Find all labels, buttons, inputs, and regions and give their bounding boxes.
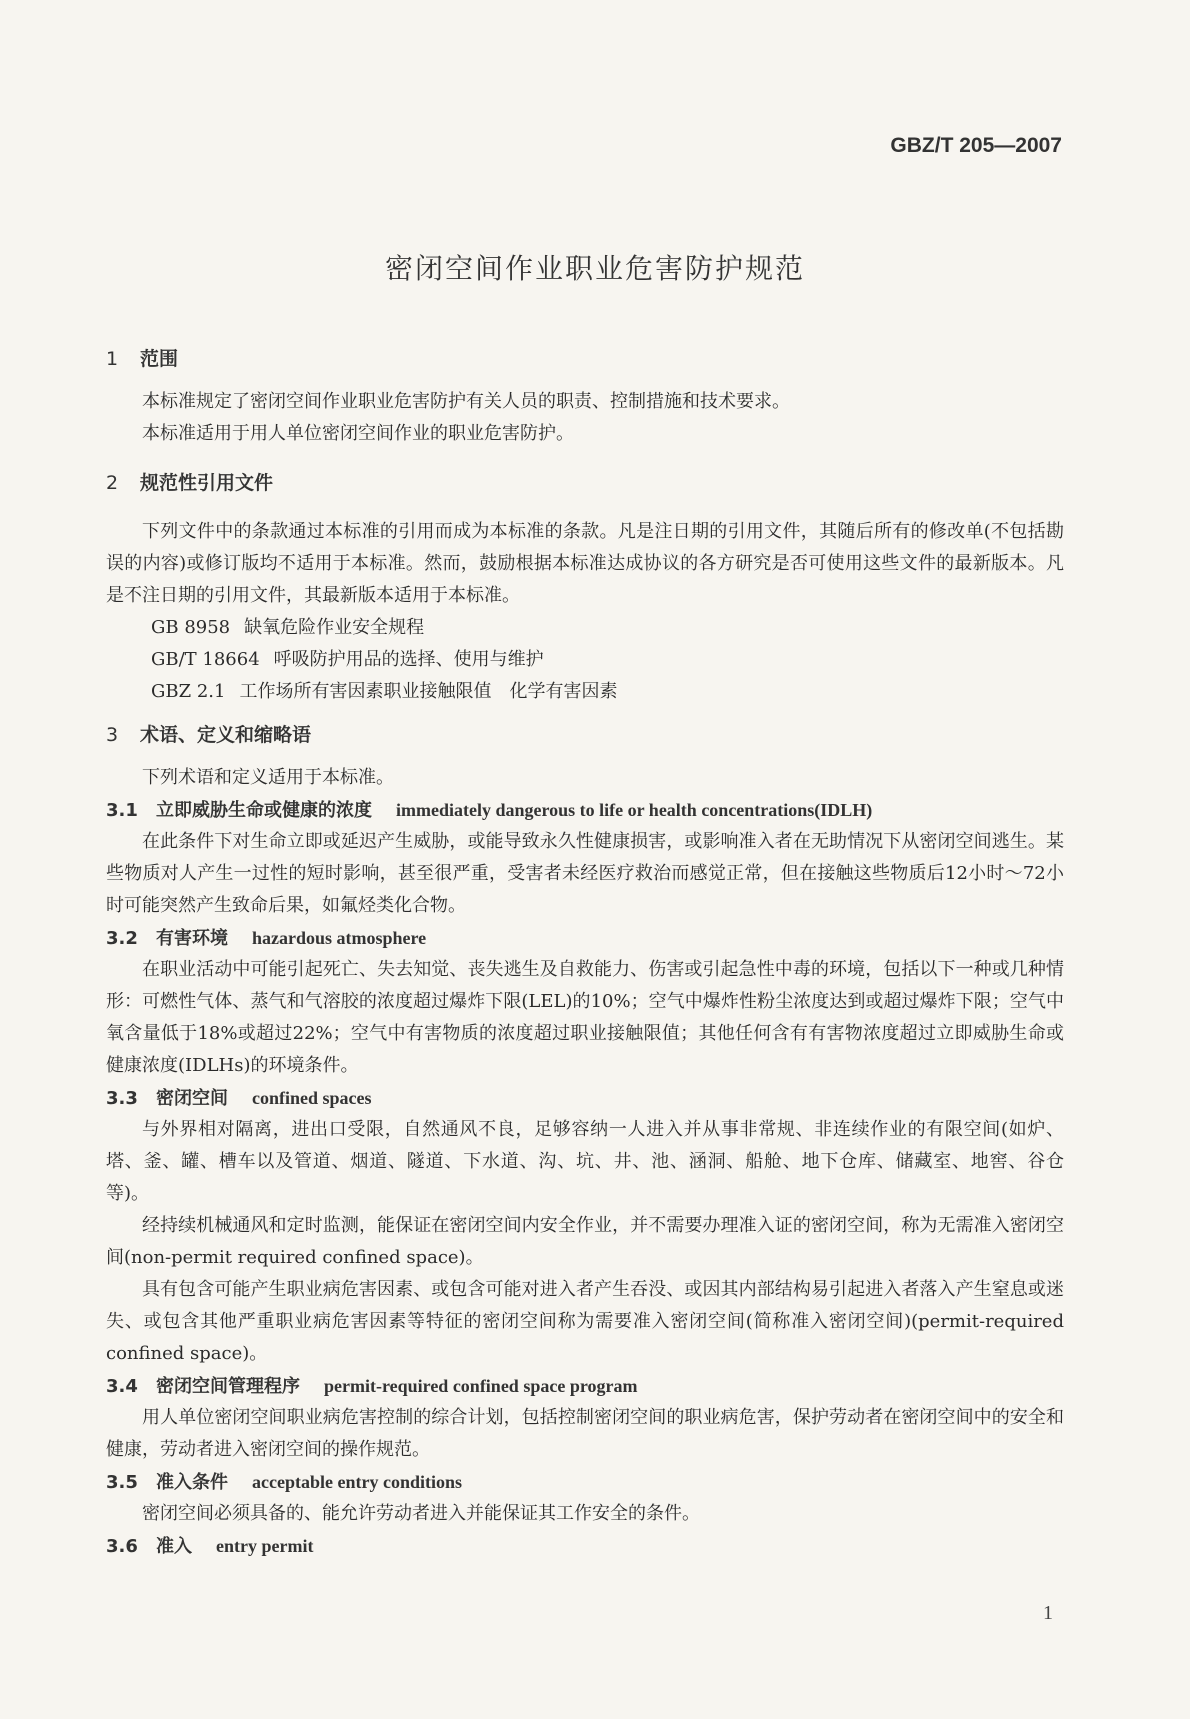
- term-number: 3.1: [106, 800, 138, 821]
- term-heading-3-2: [106, 922, 1064, 954]
- term-number: 3.4: [106, 1376, 138, 1397]
- term-heading-3-3: [106, 1082, 1064, 1114]
- reference-code: GB 8958: [151, 617, 231, 638]
- term-definition: 在职业活动中可能引起死亡、失去知觉、丧失逃生及自救能力、伤害或引起急性中毒的环境，包括以下一种或几种情形：可燃性气体、蒸气和气溶胶的浓度超过爆炸下限(LEL)的10%；空气中爆炸性粉尘浓度达到或超过爆炸下限；空气中氧含量低于18%或超过22%；空气中有害物质的浓度超过职业接触限值；其他任何含有有害物浓度超过立即威胁生命或健康浓度(IDLHs)的环境条件。: [106, 959, 1064, 1076]
- term-definition: 具有包含可能产生职业病危害因素、或包含可能对进入者产生吞没、或因其内部结构易引起进入者落入产生窒息或迷失、或包含其他严重职业病危害因素等特征的密闭空间称为需要准入密闭空间(简称准入密闭空间)(permit-required confined space)。: [106, 1279, 1064, 1364]
- term-chinese: 准入条件: [156, 1472, 228, 1493]
- reference-title: 缺氧危险作业安全规程: [244, 617, 425, 638]
- paragraph: 下列文件中的条款通过本标准的引用而成为本标准的条款。凡是注日期的引用文件，其随后所有的修改单(不包括勘误的内容)或修订版均不适用于本标准。然而，鼓励根据本标准达成协议的各方研究是否可使用这些文件的最新版本。凡是不注日期的引用文件，其最新版本适用于本标准。: [106, 521, 1064, 606]
- section-title: 范围: [140, 348, 179, 370]
- section-number: 3: [106, 724, 119, 746]
- term-english: entry permit: [216, 1536, 314, 1556]
- term-number: 3.5: [106, 1472, 138, 1493]
- paragraph: 本标准规定了密闭空间作业职业危害防护有关人员的职责、控制措施和技术要求。: [142, 391, 790, 412]
- page-number: 1: [1043, 1602, 1053, 1624]
- term-heading-3-5: [106, 1466, 1064, 1498]
- term-definition: 用人单位密闭空间职业病危害控制的综合计划，包括控制密闭空间的职业病危害，保护劳动者在密闭空间中的安全和健康，劳动者进入密闭空间的操作规范。: [106, 1407, 1064, 1460]
- term-english: permit-required confined space program: [324, 1376, 638, 1396]
- term-heading-3-1: [106, 794, 1064, 826]
- reference-title: 呼吸防护用品的选择、使用与维护: [273, 649, 544, 670]
- normative-reference: [106, 612, 1064, 644]
- term-number: 3.2: [106, 928, 138, 949]
- paragraph: 本标准适用于用人单位密闭空间作业的职业危害防护。: [142, 423, 574, 444]
- term-chinese: 准入: [156, 1536, 192, 1557]
- term-english: hazardous atmosphere: [252, 928, 427, 948]
- normative-reference: [106, 676, 1064, 708]
- term-english: immediately dangerous to life or health concentrations(IDLH): [396, 800, 873, 820]
- term-chinese: 立即威胁生命或健康的浓度: [156, 800, 372, 821]
- term-heading-3-6: [106, 1530, 1064, 1562]
- term-english: acceptable entry conditions: [252, 1472, 462, 1492]
- document-title: 密闭空间作业职业危害防护规范: [384, 252, 805, 285]
- term-definition: 与外界相对隔离，进出口受限，自然通风不良，足够容纳一人进入并从事非常规、非连续作业的有限空间(如炉、塔、釜、罐、槽车以及管道、烟道、隧道、下水道、沟、坑、井、池、涵洞、船舱、地下仓库、储藏室、地窖、谷仓等)。: [106, 1119, 1064, 1204]
- section-title: 术语、定义和缩略语: [140, 724, 312, 746]
- section-number: 2: [106, 472, 119, 494]
- section-number: 1: [106, 348, 119, 370]
- section-title: 规范性引用文件: [140, 472, 274, 494]
- section-heading-2: [106, 468, 1064, 498]
- paragraph: 下列术语和定义适用于本标准。: [142, 767, 394, 788]
- standard-code: GBZ/T 205—2007: [890, 134, 1062, 157]
- reference-title: 工作场所有害因素职业接触限值 化学有害因素: [239, 681, 618, 702]
- term-heading-3-4: [106, 1370, 1064, 1402]
- term-definition: 密闭空间必须具备的、能允许劳动者进入并能保证其工作安全的条件。: [142, 1503, 700, 1524]
- document-body: [106, 344, 1064, 1562]
- term-chinese: 有害环境: [156, 928, 228, 949]
- reference-code: GB/T 18664: [151, 649, 260, 670]
- term-number: 3.6: [106, 1536, 138, 1557]
- section-heading-3: [106, 720, 1064, 750]
- term-definition: 经持续机械通风和定时监测，能保证在密闭空间内安全作业，并不需要办理准入证的密闭空间，称为无需准入密闭空间(non-permit required confined space)。: [106, 1215, 1064, 1268]
- term-chinese: 密闭空间: [156, 1088, 228, 1109]
- term-definition: 在此条件下对生命立即或延迟产生威胁，或能导致永久性健康损害，或影响准入者在无助情况下从密闭空间逃生。某些物质对人产生一过性的短时影响，甚至很严重，受害者未经医疗救治而感觉正常，但在接触这些物质后12小时～72小时可能突然产生致命后果，如氟烃类化合物。: [106, 831, 1064, 916]
- section-heading-1: [106, 344, 1064, 374]
- term-english: confined spaces: [252, 1088, 372, 1108]
- term-chinese: 密闭空间管理程序: [156, 1376, 300, 1397]
- reference-code: GBZ 2.1: [151, 681, 226, 702]
- term-number: 3.3: [106, 1088, 138, 1109]
- normative-reference: [106, 644, 1064, 676]
